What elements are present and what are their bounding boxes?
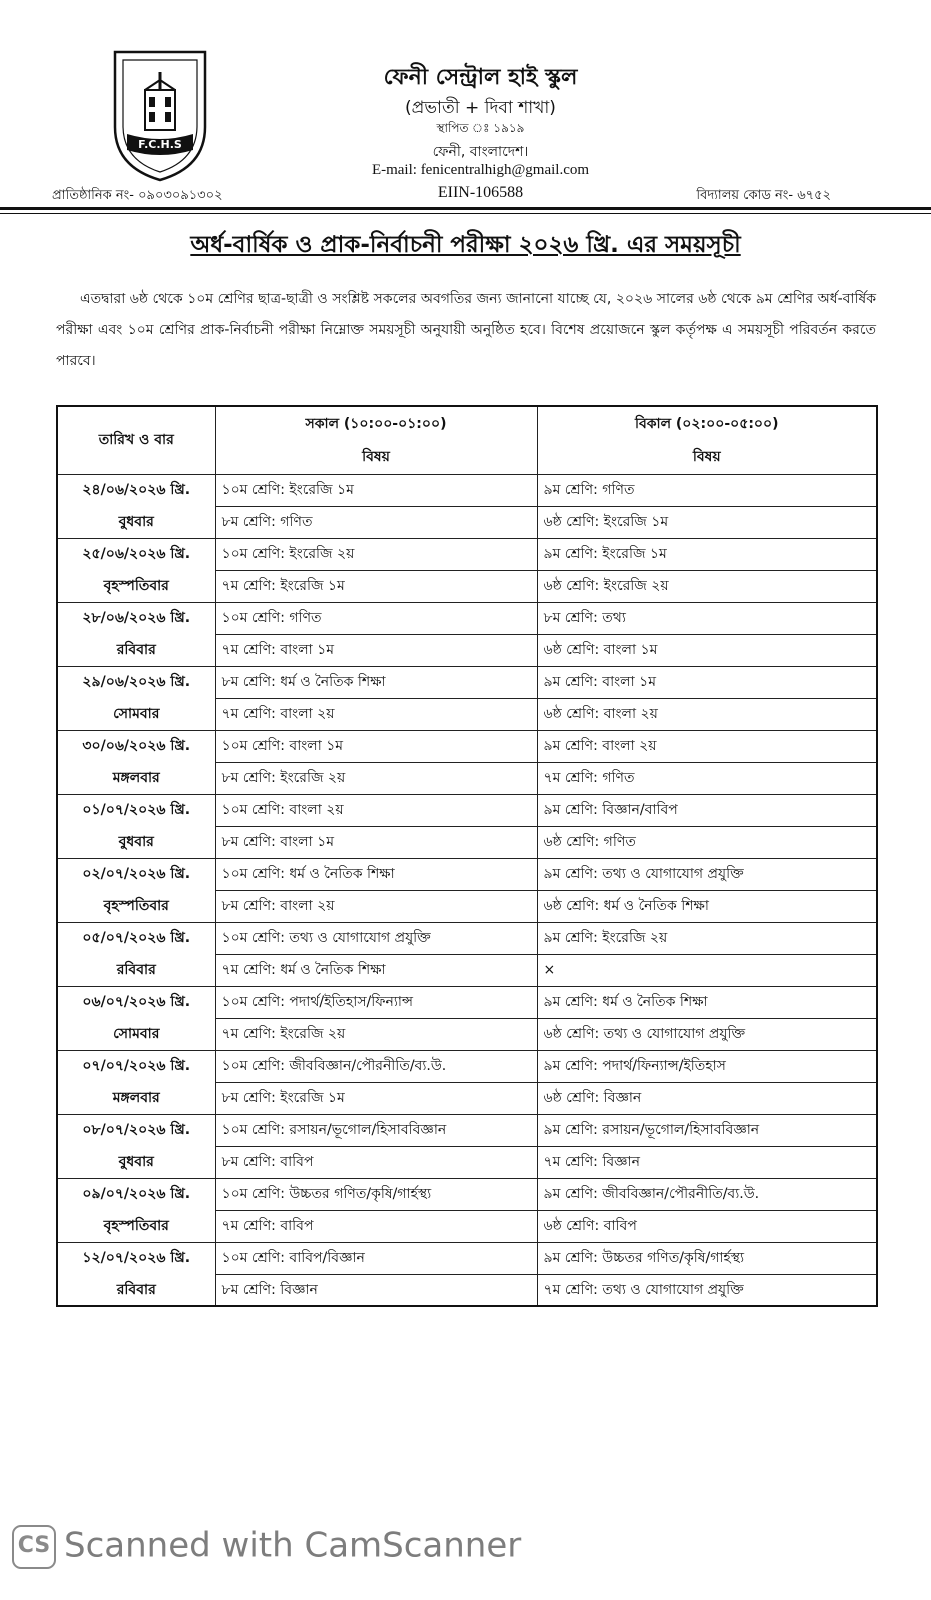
afternoon-subject-1: ৯ম শ্রেণি: রসায়ন/ভূগোল/হিসাববিজ্ঞান — [537, 1114, 877, 1146]
afternoon-subject-1: ৯ম শ্রেণি: তথ্য ও যোগাযোগ প্রযুক্তি — [537, 858, 877, 890]
afternoon-subject-1: ৯ম শ্রেণি: ধর্ম ও নৈতিক শিক্ষা — [537, 986, 877, 1018]
afternoon-subject-1: ৯ম শ্রেণি: পদার্থ/ফিন্যান্স/ইতিহাস — [537, 1050, 877, 1082]
morning-subject-1: ১০ম শ্রেণি: পদার্থ/ইতিহাস/ফিন্যান্স — [215, 986, 537, 1018]
school-shift: (প্রভাতী + দিবা শাখা) — [405, 98, 556, 118]
afternoon-subject-2: ৬ষ্ঠ শ্রেণি: গণিত — [537, 826, 877, 858]
afternoon-subject-1: ৯ম শ্রেণি: ইংরেজি ১ম — [537, 538, 877, 570]
afternoon-subject-1: ৯ম শ্রেণি: ইংরেজি ২য় — [537, 922, 877, 954]
row-date: ২৫/০৬/২০২৬ খ্রি. — [57, 538, 215, 570]
table-row — [57, 986, 877, 1018]
afternoon-subject-1: ৯ম শ্রেণি: গণিত — [537, 474, 877, 506]
header-afternoon: বিকাল (০২:০০-০৫:০০) — [537, 406, 877, 440]
afternoon-subject-2: ৬ষ্ঠ শ্রেণি: ইংরেজি ২য় — [537, 570, 877, 602]
morning-subject-2: ৭ম শ্রেণি: বাবিপ — [215, 1210, 537, 1242]
afternoon-subject-1: ৮ম শ্রেণি: তথ্য — [537, 602, 877, 634]
afternoon-subject-2: ৭ম শ্রেণি: বিজ্ঞান — [537, 1146, 877, 1178]
row-date: ০৯/০৭/২০২৬ খ্রি. — [57, 1178, 215, 1210]
morning-subject-1: ১০ম শ্রেণি: বাবিপ/বিজ্ঞান — [215, 1242, 537, 1274]
morning-subject-2: ৭ম শ্রেণি: ইংরেজি ১ম — [215, 570, 537, 602]
table-row — [57, 474, 877, 506]
schedule-body — [57, 474, 877, 1306]
table-row — [57, 1178, 877, 1210]
morning-subject-1: ১০ম শ্রেণি: জীববিজ্ঞান/পৌরনীতি/ব্য.উ. — [215, 1050, 537, 1082]
afternoon-subject-2: ৬ষ্ঠ শ্রেণি: ধর্ম ও নৈতিক শিক্ষা — [537, 890, 877, 922]
row-day: রবিবার — [57, 634, 215, 666]
established-year: স্থাপিত ঃ ১৯১৯ — [436, 121, 525, 135]
afternoon-subject-1: ৯ম শ্রেণি: বাংলা ২য় — [537, 730, 877, 762]
afternoon-subject-2: ৬ষ্ঠ শ্রেণি: তথ্য ও যোগাযোগ প্রযুক্তি — [537, 1018, 877, 1050]
morning-subject-2: ৮ম শ্রেণি: ইংরেজি ২য় — [215, 762, 537, 794]
afternoon-subject-1: ৯ম শ্রেণি: বাংলা ১ম — [537, 666, 877, 698]
table-row — [57, 602, 877, 634]
table-row — [57, 1018, 877, 1050]
afternoon-subject-2: × — [537, 954, 877, 986]
watermark-text: Scanned with CamScanner — [64, 1525, 522, 1566]
afternoon-subject-2: ৬ষ্ঠ শ্রেণি: বাবিপ — [537, 1210, 877, 1242]
table-row — [57, 762, 877, 794]
row-date: ০৬/০৭/২০২৬ খ্রি. — [57, 986, 215, 1018]
table-row — [57, 570, 877, 602]
header-rule-thick — [0, 207, 931, 210]
afternoon-subject-1: ৯ম শ্রেণি: বিজ্ঞান/বাবিপ — [537, 794, 877, 826]
row-day: সোমবার — [57, 1018, 215, 1050]
morning-subject-1: ১০ম শ্রেণি: ধর্ম ও নৈতিক শিক্ষা — [215, 858, 537, 890]
notice-intro: এতদ্বারা ৬ষ্ঠ থেকে ১০ম শ্রেণির ছাত্র-ছাত্রী ও সংশ্লিষ্ট সকলের অবগতির জন্য জানানো যাচ্ছে যে, ২০২৬ সালের ৬ষ্ঠ থেকে ৯ম শ্রেণির অর্ধ-বার্ষিক পরীক্ষা এবং ১০ম শ্রেণির প্রাক-নির্বাচনী পরীক্ষা নিম্নোক্ত সময়সূচী অনুযায়ী অনুষ্ঠিত হবে। বিশেষ প্রয়োজনে স্কুল কর্তৃপক্ষ এ সময়সূচী পরিবর্তন করতে পারবে। — [56, 291, 876, 369]
morning-subject-2: ৮ম শ্রেণি: বিজ্ঞান — [215, 1274, 537, 1306]
table-row — [57, 954, 877, 986]
table-row — [57, 730, 877, 762]
row-day: বৃহস্পতিবার — [57, 1210, 215, 1242]
header-date-day: তারিখ ও বার — [57, 406, 215, 474]
row-date: ৩০/০৬/২০২৬ খ্রি. — [57, 730, 215, 762]
table-row — [57, 794, 877, 826]
row-day: মঙ্গলবার — [57, 1082, 215, 1114]
table-row — [57, 1114, 877, 1146]
morning-subject-1: ১০ম শ্রেণি: রসায়ন/ভূগোল/হিসাববিজ্ঞান — [215, 1114, 537, 1146]
morning-subject-1: ১০ম শ্রেণি: বাংলা ২য় — [215, 794, 537, 826]
morning-subject-1: ১০ম শ্রেণি: বাংলা ১ম — [215, 730, 537, 762]
row-date: ২৪/০৬/২০২৬ খ্রি. — [57, 474, 215, 506]
morning-subject-1: ১০ম শ্রেণি: উচ্চতর গণিত/কৃষি/গার্হস্থ্য — [215, 1178, 537, 1210]
morning-subject-2: ৭ম শ্রেণি: ধর্ম ও নৈতিক শিক্ষা — [215, 954, 537, 986]
afternoon-subject-2: ৬ষ্ঠ শ্রেণি: বাংলা ২য় — [537, 698, 877, 730]
row-day: রবিবার — [57, 954, 215, 986]
morning-subject-2: ৭ম শ্রেণি: বাংলা ২য় — [215, 698, 537, 730]
logo-text: F.C.H.S — [138, 138, 182, 151]
header-morning-subject: বিষয় — [215, 440, 537, 474]
morning-subject-2: ৮ম শ্রেণি: বাবিপ — [215, 1146, 537, 1178]
school-email: E-mail: fenicentralhigh@gmail.com — [371, 162, 590, 178]
table-row — [57, 506, 877, 538]
morning-subject-2: ৮ম শ্রেণি: গণিত — [215, 506, 537, 538]
table-row — [57, 922, 877, 954]
row-date: ০৫/০৭/২০২৬ খ্রি. — [57, 922, 215, 954]
afternoon-subject-2: ৬ষ্ঠ শ্রেণি: বিজ্ঞান — [537, 1082, 877, 1114]
morning-subject-1: ৮ম শ্রেণি: ধর্ম ও নৈতিক শিক্ষা — [215, 666, 537, 698]
afternoon-subject-2: ৭ম শ্রেণি: গণিত — [537, 762, 877, 794]
row-date: ২৯/০৬/২০২৬ খ্রি. — [57, 666, 215, 698]
camscanner-logo-icon: CS — [12, 1525, 56, 1569]
table-row — [57, 1210, 877, 1242]
school-code: বিদ্যালয় কোড নং- ৬৭৫২ — [696, 188, 831, 203]
table-row — [57, 538, 877, 570]
row-day: সোমবার — [57, 698, 215, 730]
morning-subject-1: ১০ম শ্রেণি: ইংরেজি ২য় — [215, 538, 537, 570]
table-row — [57, 1050, 877, 1082]
eiin-number: EIIN-106588 — [437, 184, 524, 201]
table-row — [57, 826, 877, 858]
afternoon-subject-2: ৬ষ্ঠ শ্রেণি: ইংরেজি ১ম — [537, 506, 877, 538]
camscanner-watermark — [12, 1525, 521, 1570]
row-day: বুধবার — [57, 826, 215, 858]
row-day: বুধবার — [57, 1146, 215, 1178]
header-afternoon-subject: বিষয় — [537, 440, 877, 474]
morning-subject-1: ১০ম শ্রেণি: ইংরেজি ১ম — [215, 474, 537, 506]
afternoon-subject-1: ৯ম শ্রেণি: উচ্চতর গণিত/কৃষি/গার্হস্থ্য — [537, 1242, 877, 1274]
morning-subject-2: ৮ম শ্রেণি: বাংলা ২য় — [215, 890, 537, 922]
row-day: বুধবার — [57, 506, 215, 538]
afternoon-subject-2: ৬ষ্ঠ শ্রেণি: বাংলা ১ম — [537, 634, 877, 666]
table-row — [57, 666, 877, 698]
notice-title: অর্ধ-বার্ষিক ও প্রাক-নির্বাচনী পরীক্ষা ২০২৬ খ্রি. এর সময়সূচী — [190, 232, 741, 258]
row-date: ০৭/০৭/২০২৬ খ্রি. — [57, 1050, 215, 1082]
table-row — [57, 1082, 877, 1114]
table-row — [57, 1146, 877, 1178]
row-date: ০১/০৭/২০২৬ খ্রি. — [57, 794, 215, 826]
morning-subject-2: ৮ম শ্রেণি: বাংলা ১ম — [215, 826, 537, 858]
table-header-row — [57, 406, 877, 440]
morning-subject-2: ৭ম শ্রেণি: বাংলা ১ম — [215, 634, 537, 666]
row-day: মঙ্গলবার — [57, 762, 215, 794]
afternoon-subject-1: ৯ম শ্রেণি: জীববিজ্ঞান/পৌরনীতি/ব্য.উ. — [537, 1178, 877, 1210]
morning-subject-2: ৮ম শ্রেণি: ইংরেজি ১ম — [215, 1082, 537, 1114]
row-date: ১২/০৭/২০২৬ খ্রি. — [57, 1242, 215, 1274]
row-day: রবিবার — [57, 1274, 215, 1306]
table-row — [57, 634, 877, 666]
table-row — [57, 858, 877, 890]
school-name: ফেনী সেন্ট্রাল হাই স্কুল — [383, 65, 578, 90]
table-row — [57, 890, 877, 922]
row-day: বৃহস্পতিবার — [57, 890, 215, 922]
morning-subject-1: ১০ম শ্রেণি: গণিত — [215, 602, 537, 634]
letterhead — [0, 0, 931, 225]
institution-number: প্রাতিষ্ঠানিক নং- ০৯০৩০৯১৩০২ — [52, 188, 223, 203]
exam-schedule-table — [56, 405, 878, 1307]
table-row — [57, 698, 877, 730]
row-day: বৃহস্পতিবার — [57, 570, 215, 602]
school-address: ফেনী, বাংলাদেশ। — [432, 144, 529, 160]
table-row — [57, 1274, 877, 1306]
header-morning: সকাল (১০:০০-০১:০০) — [215, 406, 537, 440]
row-date: ০৮/০৭/২০২৬ খ্রি. — [57, 1114, 215, 1146]
morning-subject-1: ১০ম শ্রেণি: তথ্য ও যোগাযোগ প্রযুক্তি — [215, 922, 537, 954]
morning-subject-2: ৭ম শ্রেণি: ইংরেজি ২য় — [215, 1018, 537, 1050]
afternoon-subject-2: ৭ম শ্রেণি: তথ্য ও যোগাযোগ প্রযুক্তি — [537, 1274, 877, 1306]
row-date: ২৮/০৬/২০২৬ খ্রি. — [57, 602, 215, 634]
header-rule-thin — [0, 213, 931, 214]
table-row — [57, 1242, 877, 1274]
row-date: ০২/০৭/২০২৬ খ্রি. — [57, 858, 215, 890]
